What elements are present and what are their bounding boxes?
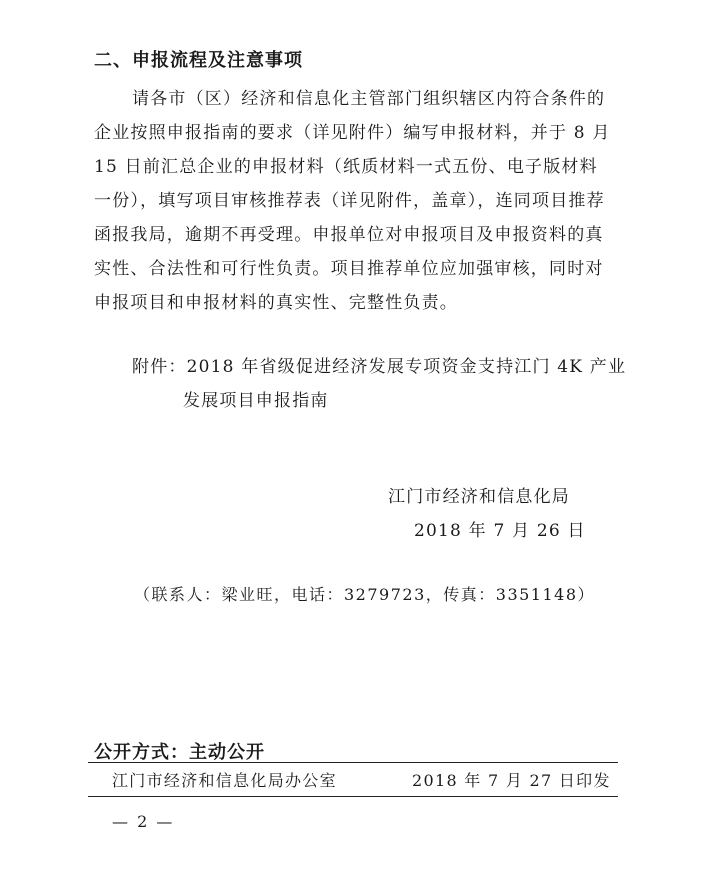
footer-office: 江门市经济和信息化局办公室 — [112, 771, 337, 790]
signature-organization: 江门市经济和信息化局 — [388, 487, 570, 507]
contact-info: （联系人：梁业旺，电话：3279723，传真：3351148） — [134, 585, 596, 604]
body-line-2: 企业按照申报指南的要求（详见附件）编写申报材料，并于 8 月 — [94, 123, 611, 143]
body-line-1: 请各市（区）经济和信息化主管部门组织辖区内符合条件的 — [132, 89, 606, 109]
body-line-4: 一份），填写项目审核推荐表（详见附件，盖章），连同项目推荐 — [94, 191, 605, 211]
footer-issue-date: 2018 年 7 月 27 日印发 — [412, 771, 611, 790]
footer-top-rule — [88, 762, 618, 763]
body-line-6: 实性、合法性和可行性负责。项目推荐单位应加强审核，同时对 — [94, 259, 604, 279]
attachment-line-1: 附件：2018 年省级促进经济发展专项资金支持江门 4K 产业 — [132, 357, 627, 377]
body-line-5: 函报我局，逾期不再受理。申报单位对申报项目及申报资料的真 — [94, 225, 604, 245]
footer-bottom-rule — [88, 796, 618, 797]
page-number: — 2 — — [112, 812, 175, 831]
body-line-7: 申报项目和申报材料的真实性、完整性负责。 — [94, 293, 458, 313]
signature-date: 2018 年 7 月 26 日 — [414, 521, 586, 541]
section-heading: 二、申报流程及注意事项 — [94, 50, 303, 71]
attachment-line-2: 发展项目申报指南 — [183, 391, 329, 411]
body-line-3: 15 日前汇总企业的申报材料（纸质材料一式五份、电子版材料 — [94, 157, 598, 177]
disclosure-method: 公开方式：主动公开 — [94, 742, 265, 763]
